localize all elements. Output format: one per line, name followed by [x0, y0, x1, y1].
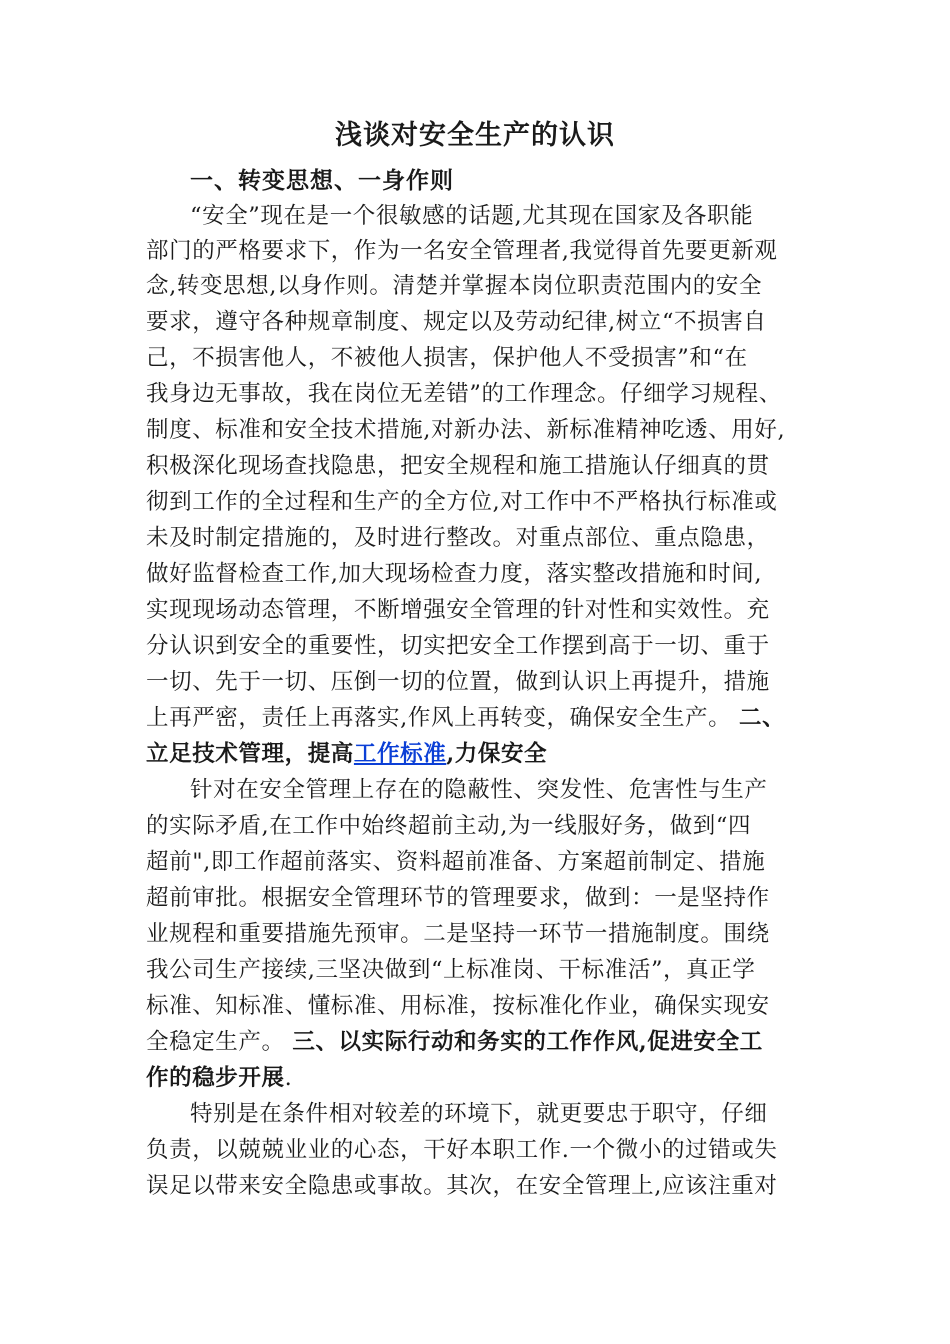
paragraph-line: 积极深化现场查找隐患，把安全规程和施工措施认仔细真的贯 — [146, 453, 770, 479]
section-heading-2 — [146, 737, 810, 771]
paragraph-line — [146, 701, 810, 735]
paragraph-line — [146, 1061, 810, 1095]
paragraph-text: 上再严密，责任上再落实,作风上再转变，确保安全生产。 — [146, 705, 740, 731]
paragraph-line: 我身边无事故，我在岗位无差错”的工作理念。仔细学习规程、 — [146, 381, 782, 407]
paragraph-line: 彻到工作的全过程和生产的全方位,对工作中不严格执行标准或 — [146, 489, 778, 515]
section-heading-3: 三、以实际行动和务实的工作作风,促进安全工 — [292, 1029, 763, 1055]
paragraph-line: 针对在安全管理上存在的隐蔽性、突发性、危害性与生产 — [190, 777, 768, 803]
paragraph-line: 要求，遵守各种规章制度、规定以及劳动纪律,树立“不损害自 — [146, 309, 767, 335]
paragraph-text: . — [284, 1065, 293, 1091]
paragraph-line: 做好监督检查工作,加大现场检查力度，落实整改措施和时间, — [146, 561, 763, 587]
paragraph-line: 部门的严格要求下，作为一名安全管理者,我觉得首先要更新观 — [146, 238, 778, 264]
paragraph-line: 的实际矛盾,在工作中始终超前主动,为一线服好务，做到“四 — [146, 813, 752, 839]
paragraph-line: “安全”现在是一个很敏感的话题,尤其现在国家及各职能 — [190, 203, 754, 229]
paragraph-line: 一切、先于一切、压倒一切的位置，做到认识上再提升，措施 — [146, 669, 770, 695]
paragraph-text: 全稳定生产。 — [146, 1029, 293, 1055]
paragraph-line: 未及时制定措施的，及时进行整改。对重点部位、重点隐患， — [146, 525, 770, 551]
paragraph-line: 特别是在条件相对较差的环境下，就更要忠于职守，仔细 — [190, 1101, 768, 1127]
section-heading-2-text-end: ,力保安全 — [446, 741, 548, 767]
paragraph-line: 标准、知标准、懂标准、用标准，按标准化作业，确保实现安 — [146, 993, 770, 1019]
section-heading-3-end: 作的稳步开展 — [146, 1065, 285, 1091]
work-standard-link[interactable]: 工作标准 — [353, 741, 447, 767]
paragraph-line: 负责，以兢兢业业的心态，干好本职工作.一个微小的过错或失 — [146, 1137, 778, 1163]
paragraph-line: 误足以带来安全隐患或事故。其次，在安全管理上,应该注重对 — [146, 1173, 778, 1199]
paragraph-line: 业规程和重要措施先预审。二是坚持一环节一措施制度。围绕 — [146, 921, 770, 947]
paragraph-line — [146, 1025, 810, 1059]
paragraph-line: 超前审批。根据安全管理环节的管理要求，做到：一是坚持作 — [146, 885, 770, 911]
section-heading-1: 一、转变思想、一身作则 — [190, 167, 454, 194]
paragraph-line: 己，不损害他人，不被他人损害，保护他人不受损害”和“在 — [146, 345, 748, 371]
paragraph-line: 制度、标准和安全技术措施,对新办法、新标准精神吃透、用好, — [146, 417, 786, 443]
paragraph-line: 我公司生产接续,三坚决做到“上标准岗、干标准活”，真正学 — [146, 957, 756, 983]
paragraph-line: 实现现场动态管理，不断增强安全管理的针对性和实效性。充 — [146, 597, 770, 623]
paragraph-line: 分认识到安全的重要性，切实把安全工作摆到高于一切、重于 — [146, 633, 770, 659]
document-title: 浅谈对安全生产的认识 — [335, 120, 615, 151]
section-heading-2-text: 立足技术管理，提高 — [146, 741, 354, 767]
paragraph-line: 念,转变思想,以身作则。清楚并掌握本岗位职责范围内的安全 — [146, 273, 763, 299]
paragraph-line: 超前",即工作超前落实、资料超前准备、方案超前制定、措施 — [146, 849, 766, 875]
section-heading-2-number: 二、 — [739, 705, 786, 731]
